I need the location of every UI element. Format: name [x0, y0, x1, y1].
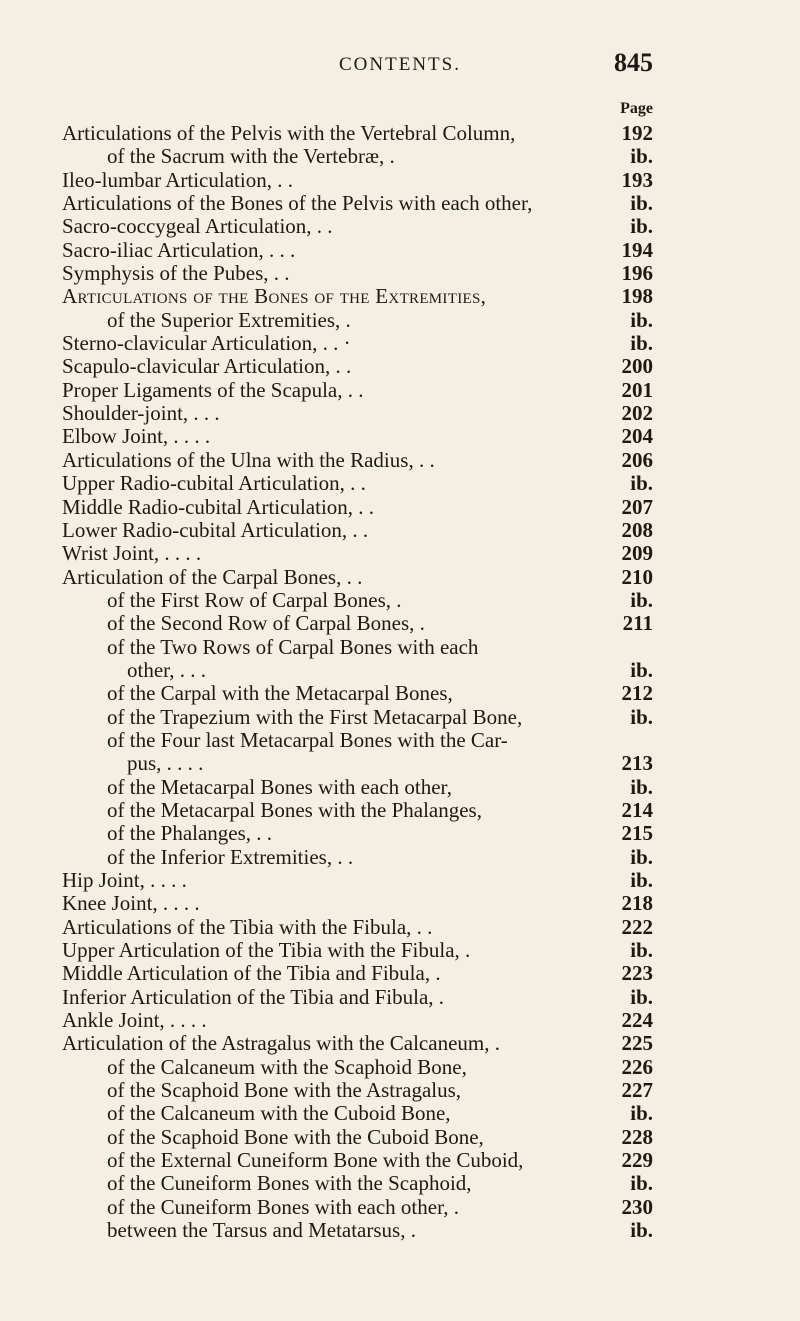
toc-entry-page: 228: [621, 1124, 653, 1149]
toc-entry-title: of the Second Row of Carpal Bones, .: [107, 611, 425, 636]
toc-entry-page: 192: [621, 121, 653, 145]
toc-entry-page: 194: [621, 237, 653, 262]
toc-entry: [0, 799, 800, 822]
toc-entry-page: 202: [621, 401, 653, 426]
toc-entry-page: 207: [621, 494, 653, 519]
toc-entry: [0, 1149, 800, 1172]
toc-entry-page: 200: [621, 354, 653, 379]
toc-entry-title: of the Calcaneum with the Scaphoid Bone,: [107, 1054, 467, 1079]
toc-entry: [0, 496, 800, 519]
toc-entry-page: 214: [621, 797, 653, 822]
toc-entry-page: 193: [621, 167, 653, 192]
toc-entry: [0, 916, 800, 939]
toc-entry: [0, 379, 800, 402]
toc-entry-page: ib.: [630, 844, 653, 869]
toc-entry-title: Articulations of the Bones of the Extremities,: [62, 284, 487, 309]
toc-entry-title: Articulations of the Pelvis with the Vertebral Column,: [62, 121, 516, 145]
toc-entry-title: Proper Ligaments of the Scapula, . .: [62, 377, 364, 402]
toc-entry-title: of the Scaphoid Bone with the Astragalus,: [107, 1078, 462, 1103]
toc-entry-title: Articulation of the Astragalus with the Calcaneum, .: [62, 1031, 500, 1056]
toc-entry-title: Ileo-lumbar Articulation, . .: [62, 167, 293, 192]
toc-entry: [0, 706, 800, 729]
toc-entry-title: of the Calcaneum with the Cuboid Bone,: [107, 1101, 451, 1126]
toc-entry: [0, 309, 800, 332]
toc-entry-title: of the Carpal with the Metacarpal Bones,: [107, 681, 453, 706]
toc-entry-page: ib.: [630, 1101, 653, 1126]
toc-entry-page: 196: [621, 261, 653, 286]
toc-entry-page: ib.: [630, 868, 653, 892]
toc-entry-page: 210: [621, 564, 653, 589]
toc-entry-title: of the Four last Metacarpal Bones with the Car-: [107, 727, 508, 752]
toc-entry: [0, 612, 800, 635]
toc-entry-page: 225: [621, 1031, 653, 1056]
toc-entry-page: 198: [621, 284, 653, 309]
toc-entry: [0, 122, 800, 145]
toc-entry-page: 211: [622, 611, 653, 636]
page-column-label: Page: [620, 100, 653, 117]
toc-entry-title: Hip Joint, . . . .: [62, 868, 187, 892]
toc-entry: [0, 659, 800, 682]
toc-entry-page: ib.: [630, 307, 653, 332]
toc-entry-page: 229: [621, 1148, 653, 1173]
toc-entry: [0, 869, 800, 892]
toc-entry-page: ib.: [630, 1218, 653, 1243]
toc-entry-page: 224: [621, 1008, 653, 1033]
toc-entry-title: of the Cuneiform Bones with each other, .: [107, 1194, 459, 1219]
toc-entry-page: 215: [621, 821, 653, 846]
running-header-title: CONTENTS.: [339, 54, 461, 75]
toc-entry-title: of the First Row of Carpal Bones, .: [107, 587, 402, 612]
toc-entry: [0, 1126, 800, 1149]
toc-entry-page: 227: [621, 1078, 653, 1103]
toc-entry-page: 204: [621, 424, 653, 449]
toc-entry: [0, 822, 800, 845]
toc-entry: [0, 589, 800, 612]
toc-entry-page: 201: [621, 377, 653, 402]
toc-entry-page: ib.: [630, 331, 653, 356]
toc-entry: [0, 425, 800, 448]
toc-entry-title: Articulations of the Bones of the Pelvis with each other,: [62, 191, 533, 216]
toc-entry: [0, 1056, 800, 1079]
toc-entry-title: Upper Radio-cubital Articulation, . .: [62, 471, 366, 496]
toc-entry: [0, 1079, 800, 1102]
toc-entry-title: Ankle Joint, . . . .: [62, 1008, 207, 1033]
toc-entry: [0, 192, 800, 215]
toc-entry-page: ib.: [630, 938, 653, 963]
toc-entry: [0, 1102, 800, 1125]
toc-entry-title: of the Two Rows of Carpal Bones with each: [107, 634, 479, 659]
toc-entry: [0, 519, 800, 542]
toc-entry-title: Sterno-clavicular Articulation, . . ·: [62, 331, 351, 356]
toc-entry-title: Middle Articulation of the Tibia and Fibula, .: [62, 961, 441, 986]
toc-entry-title: Articulations of the Ulna with the Radius, . .: [62, 447, 435, 472]
toc-entry: [0, 892, 800, 915]
toc-entry-title: Sacro-coccygeal Articulation, . .: [62, 214, 333, 239]
toc-entry-title: of the Phalanges, . .: [107, 821, 273, 846]
toc-entry: [0, 285, 800, 308]
toc-entry-title: of the Metacarpal Bones with the Phalanges,: [107, 797, 482, 822]
toc-entry: [0, 729, 800, 752]
toc-entry-page: 212: [621, 681, 653, 706]
toc-entry: [0, 169, 800, 192]
toc-entry-page: ib.: [630, 657, 653, 682]
toc-entry: [0, 239, 800, 262]
toc-entry-page: ib.: [630, 144, 653, 169]
toc-entry-page: ib.: [630, 1171, 653, 1196]
toc-entry: [0, 962, 800, 985]
toc-entry-title: Wrist Joint, . . . .: [62, 541, 202, 566]
toc-entry-page: 223: [621, 961, 653, 986]
toc-entry: [0, 939, 800, 962]
toc-entry: [0, 846, 800, 869]
toc-entry-page: ib.: [630, 471, 653, 496]
toc-entry-page: 218: [621, 891, 653, 916]
toc-entry-title: of the Trapezium with the First Metacarpal Bone,: [107, 704, 523, 729]
toc-entry-title: Sacro-iliac Articulation, . . .: [62, 237, 296, 262]
toc-entry: [0, 776, 800, 799]
toc-entry: [0, 682, 800, 705]
toc-entry: [0, 1196, 800, 1219]
toc-entry-page: ib.: [630, 191, 653, 216]
toc-entry: [0, 636, 800, 659]
toc-entry: [0, 752, 800, 775]
toc-entry: [0, 1032, 800, 1055]
toc-entry-title: other, . . .: [127, 657, 207, 682]
toc-entry-title: of the Inferior Extremities, . .: [107, 844, 354, 869]
toc-entry: [0, 1219, 800, 1242]
toc-entry: [0, 542, 800, 565]
toc-entry: [0, 986, 800, 1009]
toc-entry-page: ib.: [630, 704, 653, 729]
toc-entry-title: Symphysis of the Pubes, . .: [62, 261, 290, 286]
toc-entry-title: Scapulo-clavicular Articulation, . .: [62, 354, 352, 379]
toc-entry-page: 213: [621, 751, 653, 776]
toc-entry-page: ib.: [630, 984, 653, 1009]
toc-entry: [0, 402, 800, 425]
toc-entry-page: 226: [621, 1054, 653, 1079]
toc-entry: [0, 332, 800, 355]
toc-entry: [0, 262, 800, 285]
toc-entry: [0, 1009, 800, 1032]
toc-entry-page: ib.: [630, 587, 653, 612]
toc-entry-title: of the Superior Extremities, .: [107, 307, 351, 332]
toc-entry: [0, 215, 800, 238]
toc-entry-title: Shoulder-joint, . . .: [62, 401, 220, 426]
page-number: 845: [614, 48, 653, 77]
toc-entry-title: Elbow Joint, . . . .: [62, 424, 211, 449]
toc-entry-title: Articulation of the Carpal Bones, . .: [62, 564, 363, 589]
toc-entry-title: of the Sacrum with the Vertebræ, .: [107, 144, 395, 169]
toc-entry-title: Inferior Articulation of the Tibia and Fibula, .: [62, 984, 445, 1009]
toc-entry: [0, 1172, 800, 1195]
toc-entry-title: pus, . . . .: [127, 751, 204, 776]
toc-entry-title: of the Metacarpal Bones with each other,: [107, 774, 452, 799]
toc-entry-page: 222: [621, 914, 653, 939]
toc-entry-title: Knee Joint, . . . .: [62, 891, 200, 916]
toc-entry: [0, 566, 800, 589]
toc-entry-page: 230: [621, 1194, 653, 1219]
toc-entry-page: 209: [621, 541, 653, 566]
toc-entry-title: of the External Cuneiform Bone with the Cuboid,: [107, 1148, 524, 1173]
table-of-contents: [0, 122, 800, 1243]
toc-entry-page: 206: [621, 447, 653, 472]
toc-entry: [0, 355, 800, 378]
toc-entry: [0, 145, 800, 168]
toc-entry-title: Articulations of the Tibia with the Fibula, . .: [62, 914, 433, 939]
toc-entry-title: Upper Articulation of the Tibia with the Fibula, .: [62, 938, 471, 963]
toc-entry-title: Lower Radio-cubital Articulation, . .: [62, 517, 369, 542]
toc-entry: [0, 472, 800, 495]
toc-entry-title: between the Tarsus and Metatarsus, .: [107, 1218, 416, 1243]
toc-entry-title: of the Cuneiform Bones with the Scaphoid,: [107, 1171, 472, 1196]
toc-entry-page: ib.: [630, 214, 653, 239]
toc-entry-title: Middle Radio-cubital Articulation, . .: [62, 494, 375, 519]
toc-entry: [0, 449, 800, 472]
toc-entry-title: of the Scaphoid Bone with the Cuboid Bone,: [107, 1124, 484, 1149]
toc-entry-page: ib.: [630, 774, 653, 799]
toc-entry-page: 208: [621, 517, 653, 542]
